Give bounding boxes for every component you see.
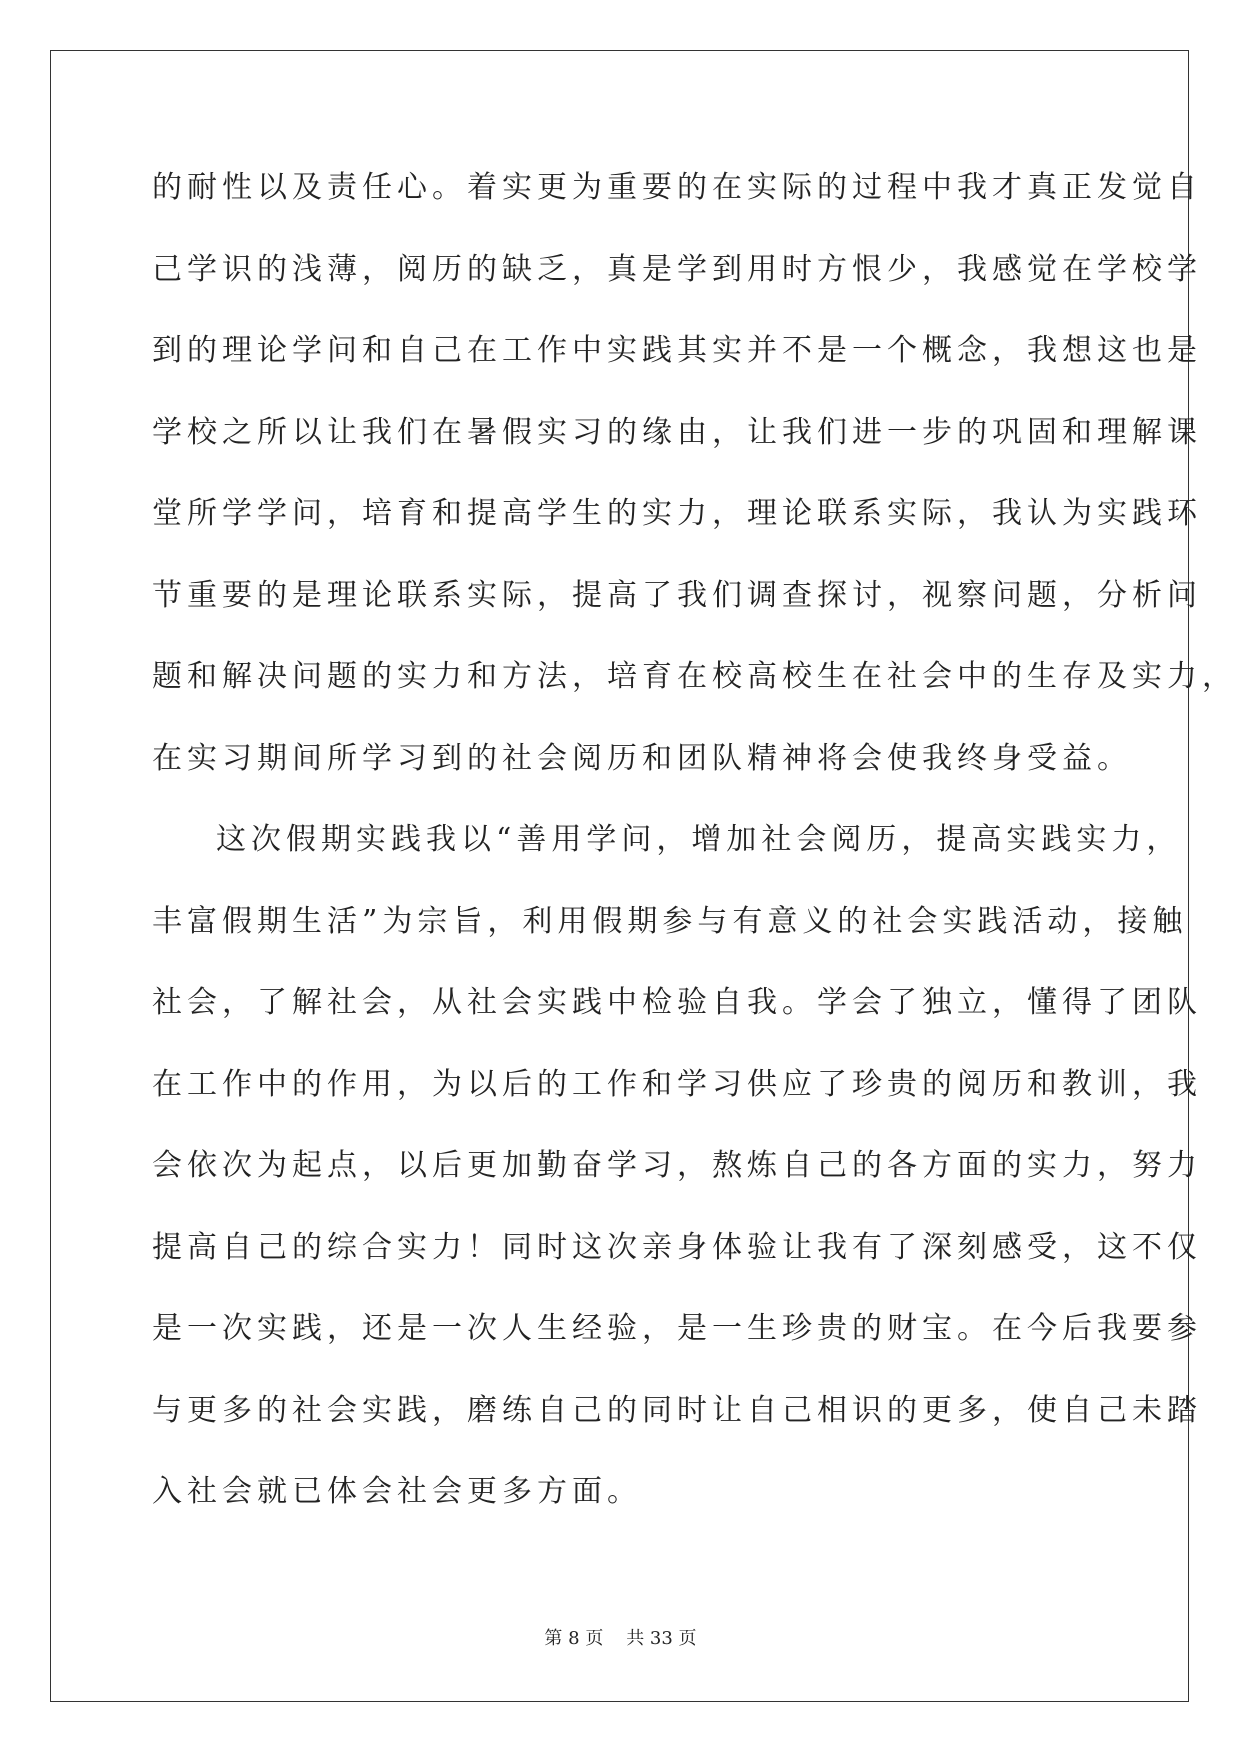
text-line: 己学识的浅薄，阅历的缺乏，真是学到用时方恨少，我感觉在学校学 <box>152 251 1202 287</box>
text-line: 入社会就已体会社会更多方面。 <box>152 1474 642 1509</box>
text-line: 会依次为起点，以后更加勤奋学习，熬炼自己的各方面的实力，努力 <box>152 1148 1202 1183</box>
page-number-footer: 第 8 页 共 33 页 <box>544 1628 697 1649</box>
text-line: 题和解决问题的实力和方法，培育在校高校生在社会中的生存及实力， <box>152 659 1237 694</box>
text-line: 与更多的社会实践，磨练自己的同时让自己相识的更多，使自己未踏 <box>152 1392 1202 1428</box>
text-line: 是一次实践，还是一次人生经验，是一生珍贵的财宝。在今后我要参 <box>152 1311 1202 1346</box>
text-line: 学校之所以让我们在暑假实习的缘由，让我们进一步的巩固和理解课 <box>152 414 1202 450</box>
text-line: 的耐性以及责任心。着实更为重要的在实际的过程中我才真正发觉自 <box>152 170 1202 205</box>
text-line: 到的理论学问和自己在工作中实践其实并不是一个概念，我想这也是 <box>152 333 1202 368</box>
document-body <box>152 158 1237 1544</box>
paragraph-start-line: 这次假期实践我以“善用学问，增加社会阅历，提高实践实力， <box>216 822 1182 857</box>
text-line: 堂所学学问，培育和提高学生的实力，理论联系实际，我认为实践环 <box>152 496 1202 531</box>
text-line: 在实习期间所学习到的社会阅历和团队精神将会使我终身受益。 <box>152 740 1132 776</box>
text-line: 提高自己的综合实力！同时这次亲身体验让我有了深刻感受，这不仅 <box>152 1229 1202 1265</box>
text-line: 丰富假期生活”为宗旨，利用假期参与有意义的社会实践活动，接触 <box>152 903 1188 939</box>
text-line: 社会，了解社会，从社会实践中检验自我。学会了独立，懂得了团队 <box>152 985 1202 1020</box>
text-line: 节重要的是理论联系实际，提高了我们调查探讨，视察问题，分析问 <box>152 577 1202 613</box>
text-line: 在工作中的作用，为以后的工作和学习供应了珍贵的阅历和教训，我 <box>152 1066 1202 1102</box>
